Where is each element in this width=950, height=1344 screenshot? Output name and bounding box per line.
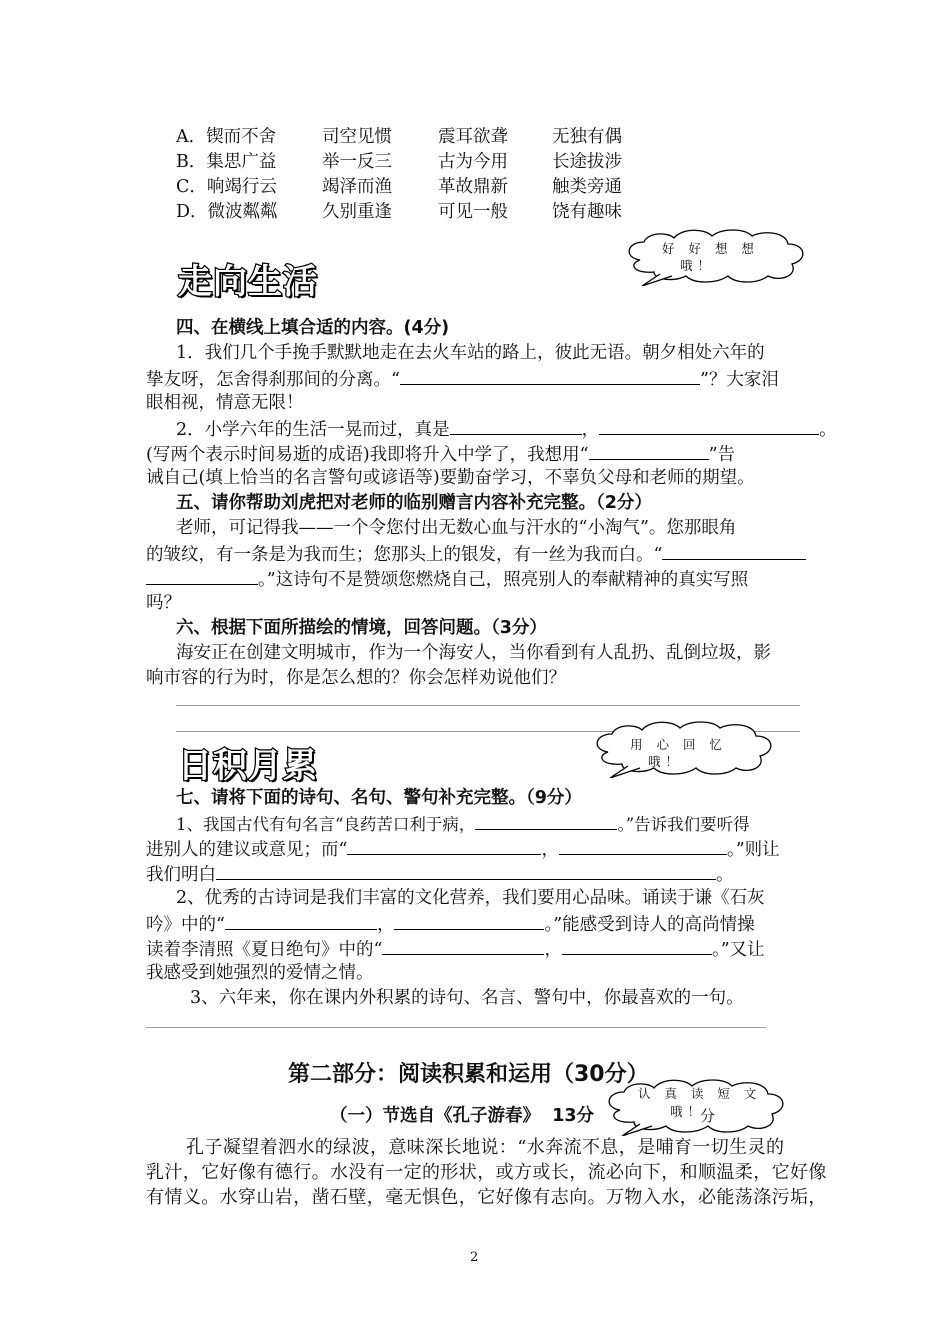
question-text: 1．我们几个手挽手默默地走在去火车站的路上，彼此无语。朝夕相处六年的 bbox=[176, 343, 765, 363]
question-text: 海安正在创建文明城市，作为一个海安人，当你看到有人乱扔、乱倒垃圾，影 bbox=[176, 643, 771, 663]
option-row-d bbox=[176, 200, 696, 224]
option-row-a bbox=[176, 125, 696, 149]
answer-line[interactable] bbox=[146, 1027, 766, 1028]
passage-line: 有情义。水穿山岩，凿石壁，毫无惧色，它好像有志向。万物入水，必能荡涤污垢， bbox=[146, 1187, 827, 1208]
section-heading-accumulate: 日积月累 bbox=[178, 746, 318, 786]
answer-blank[interactable] bbox=[589, 441, 709, 460]
page-number: 2 bbox=[470, 1250, 479, 1265]
text-fragment: 的皱纹，有一条是为我而生；您那头上的银发，有一丝为我而白。“ bbox=[146, 545, 663, 565]
cloud-line: 好 好 想 想 bbox=[662, 241, 759, 256]
text-fragment: 。”则让 bbox=[726, 840, 780, 860]
text-fragment: (写两个表示时间易逝的成语)我即将升入中学了，我想用“ bbox=[146, 445, 589, 465]
answer-blank[interactable] bbox=[400, 366, 700, 385]
subtitle-score: 13分 bbox=[552, 1106, 595, 1126]
question-text: 2、优秀的古诗词是我们丰富的文化营养，我们要用心品味。诵读于谦《石灰 bbox=[176, 888, 765, 908]
question-text: 老师，可记得我——一个令您付出无数心血与汗水的“小淘气”。您那眼角 bbox=[176, 518, 737, 538]
text-fragment: 进别人的建议或意见；而“ bbox=[146, 840, 348, 860]
question-text bbox=[176, 811, 750, 837]
option-label: B．集思广益 bbox=[176, 152, 277, 172]
question-title: 六、根据下面所描绘的情境，回答问题。（3分） bbox=[176, 618, 547, 638]
text-fragment: ”告 bbox=[708, 445, 736, 465]
option-label: A．锲而不舍 bbox=[176, 127, 277, 147]
answer-blank[interactable] bbox=[394, 911, 544, 930]
text-fragment: 。”这诗句不是赞颂您燃烧自己，照亮别人的奉献精神的真实写照 bbox=[258, 570, 749, 590]
answer-blank[interactable] bbox=[225, 911, 377, 930]
option-word: 司空见惯 bbox=[322, 127, 392, 147]
answer-blank[interactable] bbox=[450, 416, 582, 435]
option-word: 革故鼎新 bbox=[438, 177, 508, 197]
option-word: 震耳欲聋 bbox=[438, 127, 508, 147]
text-fragment: 。 bbox=[716, 865, 734, 885]
option-label: D．微波粼粼 bbox=[176, 202, 278, 222]
section-heading-life: 走向生活 bbox=[178, 262, 318, 302]
option-row-b bbox=[176, 150, 696, 174]
question-text bbox=[146, 566, 748, 592]
question-text bbox=[146, 366, 779, 392]
cloud-line: 哦！ bbox=[648, 754, 684, 769]
answer-blank[interactable] bbox=[146, 566, 258, 585]
answer-line[interactable] bbox=[176, 705, 800, 706]
text-fragment: 。”告诉我们要听得 bbox=[617, 815, 750, 834]
question-text: 眼相视，情意无限！ bbox=[146, 393, 304, 413]
thought-cloud bbox=[620, 228, 810, 286]
option-word: 古为今用 bbox=[438, 152, 508, 172]
cloud-line: 哦！ bbox=[680, 258, 716, 273]
question-text bbox=[146, 911, 755, 937]
answer-blank[interactable] bbox=[662, 541, 806, 560]
question-text bbox=[146, 836, 780, 862]
text-fragment: ， bbox=[376, 915, 395, 935]
question-text: 3、六年来，你在课内外积累的诗句、名言、警句中，你最喜欢的一句。 bbox=[190, 988, 744, 1008]
passage-line: 孔子凝望着泗水的绿波，意味深长地说：“水奔流不息，是哺育一切生灵的 bbox=[186, 1137, 785, 1158]
text-fragment: 1、我国古代有句名言“良药苦口利于病， bbox=[176, 815, 476, 834]
option-word: 竭泽而渔 bbox=[322, 177, 392, 197]
cloud-icon bbox=[620, 228, 810, 286]
part-title: 第二部分：阅读积累和运用（30分） bbox=[288, 1062, 649, 1087]
option-word: 饶有趣味 bbox=[552, 202, 622, 222]
option-row-c bbox=[176, 175, 696, 199]
text-fragment: 挚友呀，怎舍得刹那间的分离。“ bbox=[146, 370, 400, 390]
text-fragment: ， bbox=[544, 940, 562, 960]
answer-blank[interactable] bbox=[347, 836, 541, 855]
option-word: 触类旁通 bbox=[552, 177, 622, 197]
option-label: C．响竭行云 bbox=[176, 177, 277, 197]
question-text bbox=[146, 441, 735, 467]
text-fragment: 。 bbox=[819, 420, 837, 440]
thought-cloud bbox=[600, 1078, 790, 1136]
text-fragment: ， bbox=[581, 420, 600, 440]
question-text bbox=[146, 861, 734, 887]
option-word: 可见一般 bbox=[438, 202, 508, 222]
question-text: 诫自己(填上恰当的名言警句或谚语等)要勤奋学习，不辜负父母和老师的期望。 bbox=[146, 468, 755, 488]
cloud-line: 哦！ bbox=[670, 1104, 706, 1119]
question-text bbox=[146, 936, 765, 962]
thought-cloud bbox=[588, 720, 778, 778]
text-fragment: 。”能感受到诗人的高尚情操 bbox=[544, 915, 755, 935]
answer-blank[interactable] bbox=[382, 936, 544, 955]
passage-line: 乳汁，它好像有德行。水没有一定的形状，或方或长，流必向下，和顺温柔，它好像 bbox=[146, 1162, 827, 1183]
subtitle-tail: 分 bbox=[700, 1107, 716, 1125]
question-title: 四、在横线上填合适的内容。(4分) bbox=[176, 318, 450, 338]
question-text bbox=[176, 416, 837, 442]
subtitle-text: （一）节选自《孔子游春》 bbox=[330, 1106, 540, 1126]
question-title: 七、请将下面的诗句、名句、警句补充完整。（9分） bbox=[176, 788, 582, 808]
answer-blank[interactable] bbox=[559, 836, 727, 855]
question-text: 吗？ bbox=[146, 593, 181, 613]
text-fragment: 读着李清照《夏日绝句》中的“ bbox=[146, 940, 383, 960]
text-fragment: 我们明白 bbox=[146, 865, 216, 885]
text-fragment: ”？大家泪 bbox=[699, 370, 779, 390]
question-text: 我感受到她强烈的爱情之情。 bbox=[146, 963, 374, 983]
answer-blank[interactable] bbox=[216, 861, 716, 880]
option-word: 久别重逢 bbox=[322, 202, 392, 222]
option-word: 举一反三 bbox=[322, 152, 392, 172]
question-text bbox=[146, 541, 806, 567]
text-fragment: 吟》中的“ bbox=[146, 915, 225, 935]
text-fragment: ， bbox=[541, 840, 559, 860]
text-fragment: 2．小学六年的生活一晃而过，真是 bbox=[176, 420, 450, 440]
question-text: 响市容的行为时，你是怎么想的？你会怎样劝说他们？ bbox=[146, 668, 566, 688]
text-fragment: 。”又让 bbox=[711, 940, 765, 960]
answer-blank[interactable] bbox=[475, 811, 617, 830]
cloud-line: 认 真 读 短 文 bbox=[638, 1086, 762, 1101]
answer-blank[interactable] bbox=[562, 936, 712, 955]
question-title: 五、请你帮助刘虎把对老师的临别赠言内容补充完整。（2分） bbox=[176, 493, 652, 513]
option-word: 长途拔涉 bbox=[552, 152, 622, 172]
cloud-line: 用 心 回 忆 bbox=[630, 737, 727, 752]
passage-subtitle bbox=[330, 1104, 594, 1128]
option-word: 无独有偶 bbox=[552, 127, 622, 147]
answer-blank[interactable] bbox=[599, 416, 819, 435]
